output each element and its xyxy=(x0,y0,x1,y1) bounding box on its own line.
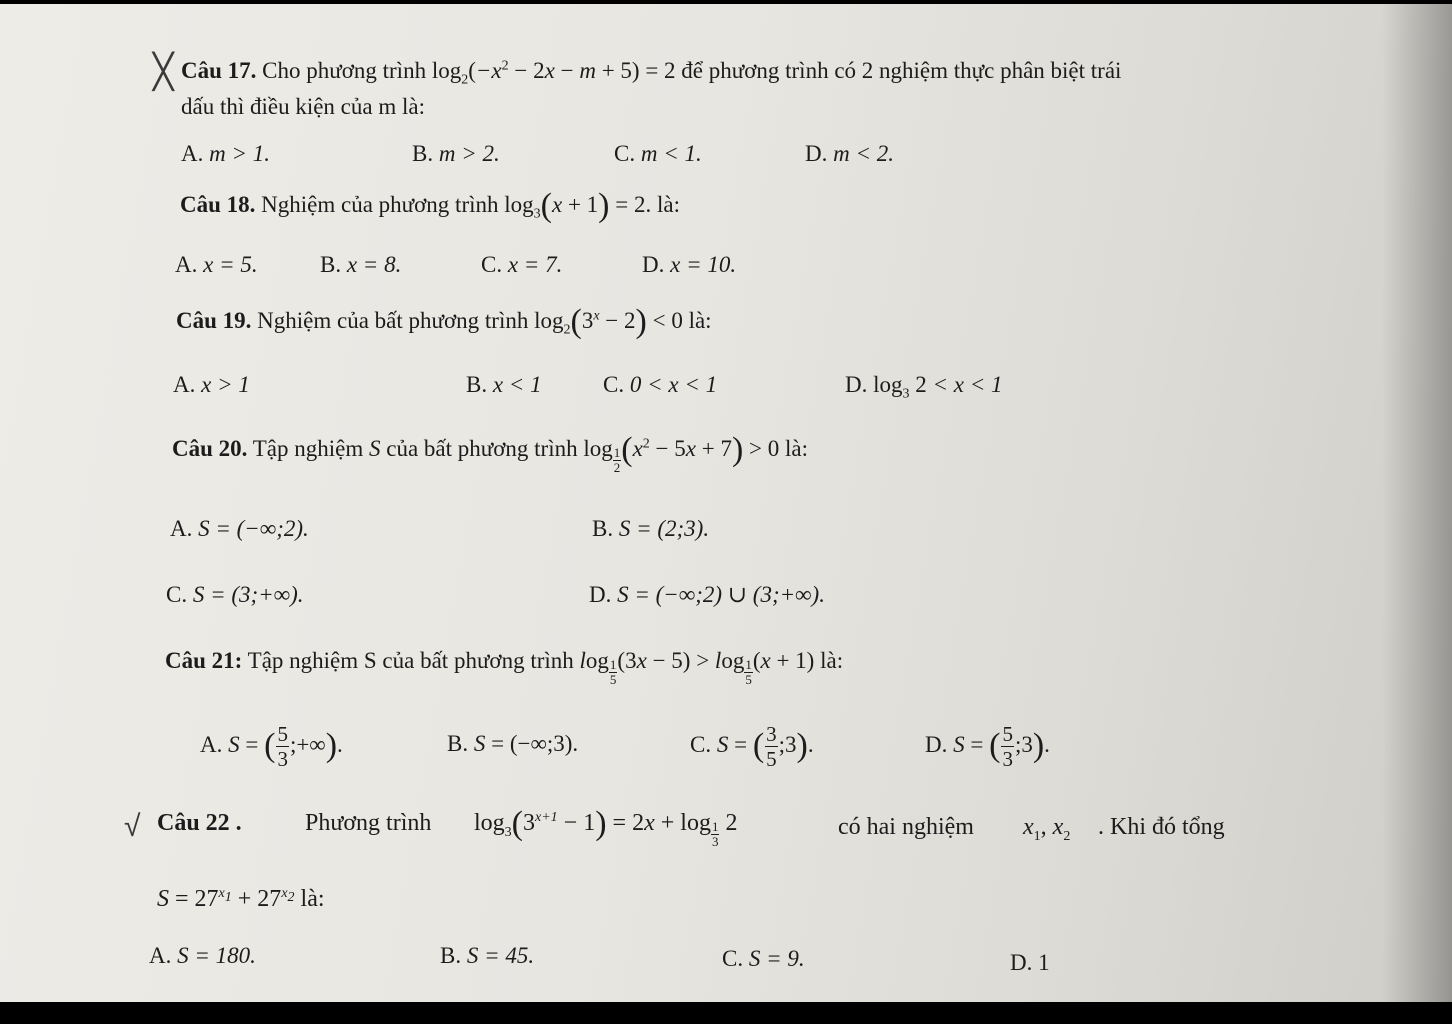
question-22-label: Câu 22 . xyxy=(157,810,242,836)
question-22-option-a[interactable]: A. S = 180. xyxy=(149,943,256,968)
question-21-option-b[interactable]: B. S = (−∞;3). xyxy=(447,731,579,756)
question-18-line1 xyxy=(180,187,680,224)
question-22-roots: $x_1$, $x_2$ xyxy=(1023,814,1071,844)
pencil-cross-mark-17: ╳ xyxy=(153,52,174,92)
question-22-equation: $\log_3(3^{x+1} - 1) = 2x + \log$ $\frac{1}{3}$ 2 xyxy=(474,805,738,849)
question-19-label: Câu 19. xyxy=(176,308,252,333)
question-17-option-c[interactable]: C. m < 1. xyxy=(614,141,702,166)
question-18-label: Câu 18. xyxy=(180,192,256,217)
question-17-option-b[interactable]: B. m > 2. xyxy=(412,141,500,166)
question-18-equation: $\log_3(x + 1) = 2$ xyxy=(504,187,646,224)
question-17-text-b: để phương trình có 2 nghiệm thực phân biệt trái xyxy=(675,58,1122,83)
question-18-option-d[interactable]: D. x = 10. xyxy=(642,252,737,277)
question-22-option-b[interactable]: B. S = 45. xyxy=(440,943,535,968)
question-20-option-c[interactable]: C. S = (3;+∞). xyxy=(166,582,304,607)
question-22-option-d[interactable]: D. 1 xyxy=(1010,950,1050,975)
exam-page xyxy=(0,4,1452,1002)
question-19-option-b[interactable]: B. x < 1 xyxy=(466,372,542,397)
question-20-option-b[interactable]: B. S = (2;3). xyxy=(592,516,710,541)
question-20-option-a[interactable]: A. S = (−∞;2). xyxy=(170,516,309,541)
question-19-line1 xyxy=(176,303,712,340)
question-21-line1 xyxy=(165,646,843,687)
question-22-text-c: . Khi đó tổng xyxy=(1098,814,1225,840)
question-22-text-a: Phương trình xyxy=(305,810,432,836)
question-20-line1: Câu 20. Tập nghiệm S của bất phương trình log $\frac{1}{2}$ $(x^2 - 5x + 7) > 0$ là: xyxy=(172,431,809,475)
question-17-option-d[interactable]: D. m < 2. xyxy=(805,141,895,166)
question-21-option-a[interactable]: A. S = ( $\frac{5}{3}$ ;+∞). xyxy=(200,722,343,771)
question-21-text-b: là: xyxy=(814,648,844,673)
question-20-text-c: là: xyxy=(779,436,809,461)
question-18-text-b: . là: xyxy=(645,192,680,217)
page-edge-shadow xyxy=(1382,4,1452,1002)
question-20-inequality: log $\frac{1}{2}$ $(x^2 - 5x + 7) > 0$ xyxy=(583,431,780,475)
question-19-option-a[interactable]: A. x > 1 xyxy=(173,372,250,397)
question-21-option-c[interactable]: C. S = ( $\frac{3}{5}$ ;3). xyxy=(690,722,814,771)
question-22-text-b: có hai nghiệm xyxy=(838,814,974,840)
question-17-line2: dấu thì điều kiện của m là: xyxy=(181,94,425,119)
question-18-option-b[interactable]: B. x = 8. xyxy=(320,252,402,277)
question-17-line1 xyxy=(181,56,1121,86)
question-21-text-a: Tập nghiệm S của bất phương trình xyxy=(242,648,580,673)
question-19-option-c[interactable]: C. 0 < x < 1 xyxy=(603,372,718,397)
pencil-check-mark-22: √ xyxy=(124,809,141,844)
question-22-line1 xyxy=(157,808,242,838)
question-19-text-a: Nghiệm của bất phương trình xyxy=(251,308,535,333)
question-17-label: Câu 17. xyxy=(181,58,257,83)
question-18-option-c[interactable]: C. x = 7. xyxy=(481,252,563,277)
question-17-equation: $\log_2(-x^2 - 2x - m + 5) = 2$ xyxy=(431,58,676,88)
question-20-text-a: Tập nghiệm xyxy=(247,436,369,461)
question-19-option-d[interactable]: D. $\log_3 2 < x < 1$ xyxy=(845,372,1003,402)
question-18-text-a: Nghiệm của phương trình xyxy=(255,192,505,217)
question-22-line2: $S = 27^{x_1} + 27^{x_2}$ là: xyxy=(157,886,325,912)
question-20-label: Câu 20. xyxy=(172,436,248,461)
question-20-text-b: của bất phương trình xyxy=(380,436,584,461)
question-21-inequality: log $\frac{1}{5}$ (3x − 5) > log $\frac{1}{5}$ (x + 1) xyxy=(579,648,815,687)
question-21-option-d[interactable]: D. S = ( $\frac{5}{3}$ ;3). xyxy=(925,722,1050,771)
question-18-option-a[interactable]: A. x = 5. xyxy=(175,252,258,277)
question-19-text-b: là: xyxy=(682,308,712,333)
question-17-option-a[interactable]: A. m > 1. xyxy=(181,141,271,166)
question-17-text-a: Cho phương trình xyxy=(256,58,432,83)
question-22-option-c[interactable]: C. S = 9. xyxy=(722,946,805,971)
question-21-label: Câu 21: xyxy=(165,648,243,673)
question-20-option-d[interactable]: D. S = (−∞;2) ∪ (3;+∞). xyxy=(589,582,825,607)
question-19-inequality: $\log_2(3^x - 2) < 0$ xyxy=(534,303,683,340)
